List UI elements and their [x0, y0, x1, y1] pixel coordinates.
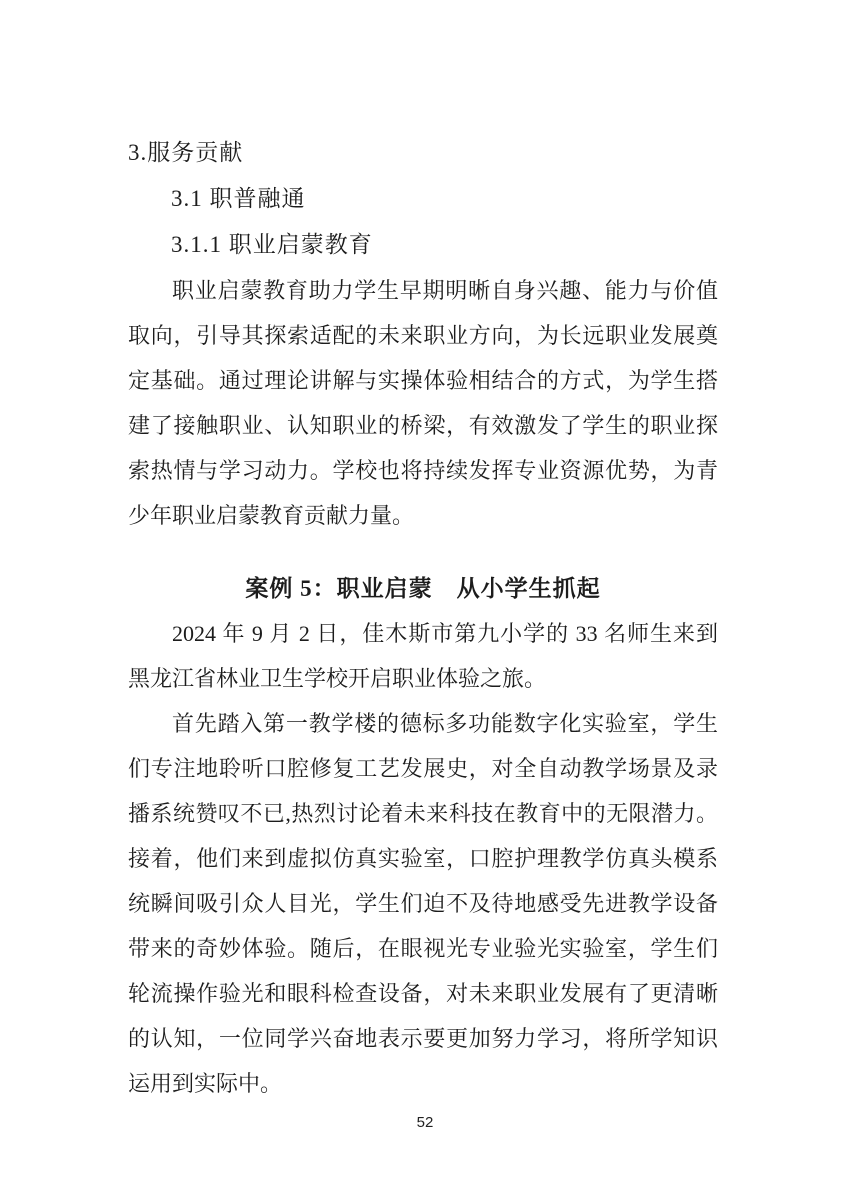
text-line: 2024 年 9 月 2 日，佳木斯市第九小学的 33 名师生来到: [172, 621, 718, 646]
text-line: 们专注地聆听口腔修复工艺发展史，对全自动教学场景及录: [128, 756, 718, 781]
text-line: 职业启蒙教育助力学生早期明晰自身兴趣、能力与价值: [172, 278, 718, 303]
text-line: 的认知，一位同学兴奋地表示要更加努力学习，将所学知识: [128, 1026, 718, 1051]
text-line: 定基础。通过理论讲解与实操体验相结合的方式，为学生搭: [128, 368, 718, 393]
heading-career-enlightenment-education: 3.1.1 职业启蒙教育: [171, 232, 373, 257]
text-line: 接着，他们来到虚拟仿真实验室，口腔护理教学仿真头模系: [128, 846, 718, 871]
text-line: 轮流操作验光和眼科检查设备，对未来职业发展有了更清晰: [128, 981, 718, 1006]
text-line: 少年职业启蒙教育贡献力量。: [128, 503, 415, 528]
case-5-title: 案例 5：职业启蒙 从小学生抓起: [245, 576, 601, 601]
text-line: 统瞬间吸引众人目光，学生们迫不及待地感受先进教学设备: [128, 891, 718, 916]
intro-paragraph: [128, 268, 718, 538]
text-line: 带来的奇妙体验。随后，在眼视光专业验光实验室，学生们: [128, 936, 718, 961]
document-body: [128, 130, 718, 1106]
page-number: 52: [416, 1114, 434, 1131]
case-body-paragraph: [128, 701, 718, 1106]
text-line: 播系统赞叹不已,热烈讨论着未来科技在教育中的无限潜力。: [128, 801, 718, 826]
text-line: 首先踏入第一教学楼的德标多功能数字化实验室，学生: [172, 711, 718, 736]
heading-service-contribution: 3.服务贡献: [128, 140, 244, 165]
text-line: 取向，引导其探索适配的未来职业方向，为长远职业发展奠: [128, 323, 718, 348]
heading-vocational-general-integration: 3.1 职普融通: [171, 186, 306, 211]
text-line: 运用到实际中。: [128, 1071, 283, 1096]
text-line: 建了接触职业、认知职业的桥梁，有效激发了学生的职业探: [128, 413, 718, 438]
case-intro-paragraph: [128, 611, 718, 701]
text-line: 索热情与学习动力。学校也将持续发挥专业资源优势，为青: [128, 458, 718, 483]
text-line: 黑龙江省林业卫生学校开启职业体验之旅。: [128, 666, 547, 691]
